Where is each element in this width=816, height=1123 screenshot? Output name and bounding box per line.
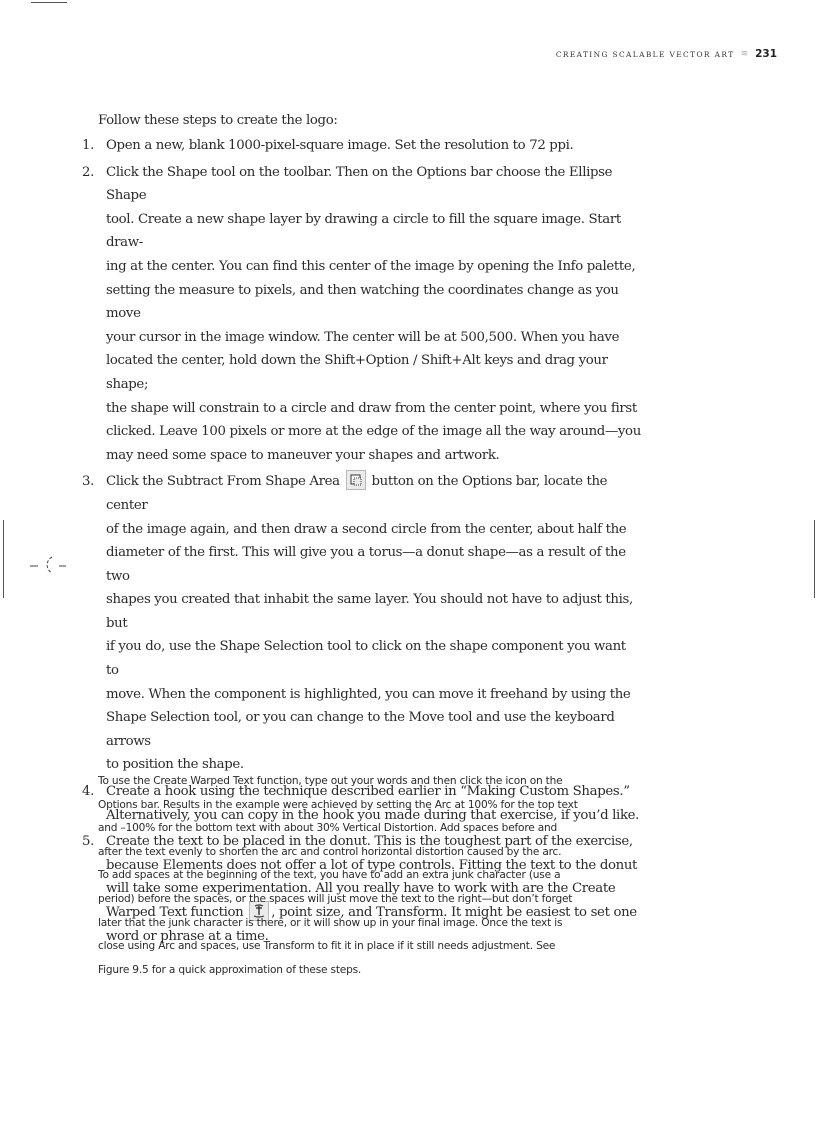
- step-line: move. When the component is highlighted, you can move it freehand by using the: [106, 686, 631, 702]
- note-line: period) before the spaces, or the spaces will just move the text to the right—but don’t forget: [98, 892, 573, 905]
- step-line: located the center, hold down the Shift+Option / Shift+Alt keys and drag your shape;: [106, 353, 608, 392]
- step-line: shapes you created that inhabit the same layer. You should not have to adjust this, but: [106, 592, 633, 631]
- crop-mark-left: [3, 520, 4, 598]
- step-1: [82, 134, 642, 158]
- note-line: after the text evenly to shorten the arc and control horizontal distortion caused by the arc.: [98, 845, 562, 858]
- step-3: [82, 470, 642, 777]
- step-line: will take some experimentation. All you really have to work with are the Create: [106, 881, 616, 897]
- intro-text: Follow these steps to create the logo:: [98, 113, 338, 128]
- step-line: Click the Subtract From Shape Area: [106, 474, 340, 490]
- note-line: and –100% for the bottom text with about 30% Vertical Distortion. Add spaces before and: [98, 822, 558, 835]
- step-line: the shape will constrain to a circle and draw from the center point, where you first: [106, 400, 637, 416]
- step-line: , point size, and Transform. It might be easiest to set one: [271, 905, 637, 920]
- header-separator: ≋: [740, 49, 749, 59]
- step-line: of the image again, and then draw a second circle from the center, about half the: [106, 521, 627, 537]
- step-line: Open a new, blank 1000-pixel-square image. Set the resolution to 72 ppi.: [106, 138, 574, 153]
- note-line: To use the Create Warped Text function, type out your words and then click the icon on the: [98, 775, 563, 787]
- note-line: To add spaces at the beginning of the text, you have to add an extra junk character (use a: [98, 869, 561, 882]
- note-line: Figure 9.5 for a quick approximation of these steps.: [98, 963, 362, 976]
- subtract-shape-icon: [346, 470, 366, 490]
- step-line: to position the shape.: [106, 757, 244, 773]
- step-line: setting the measure to pixels, and then watching the coordinates change as you move: [106, 282, 619, 322]
- step-line: diameter of the first. This will give you a torus—a donut shape—as a result of the two: [106, 545, 626, 584]
- step-line: button on the Options bar, locate the center: [106, 474, 608, 513]
- step-line: may need some space to maneuver your shapes and artwork.: [106, 447, 500, 463]
- page-number: 231: [755, 48, 777, 60]
- step-line: Create a hook using the technique described earlier in “Making Custom Shapes.”: [106, 784, 630, 800]
- running-title: CREATING SCALABLE VECTOR ART: [555, 49, 735, 59]
- step-line: Click the Shape tool on the toolbar. Then on the Options bar choose the Ellipse Shape: [106, 164, 613, 204]
- running-header: [556, 48, 777, 60]
- step-2: [82, 161, 642, 468]
- step-line: Warped Text function: [106, 905, 244, 920]
- note-line: later that the junk character is there, or it will show up in your final image. Once the text is: [98, 916, 563, 929]
- step-line: Shape Selection tool, or you can change to the Move tool and use the keyboard arrows: [106, 710, 615, 749]
- step-line: clicked. Leave 100 pixels or more at the edge of the image all the way around—you: [106, 424, 641, 440]
- step-line: word or phrase at a time.: [106, 928, 269, 944]
- sidebar-note: [98, 770, 618, 982]
- step-number: 4.: [82, 784, 94, 800]
- step-line: if you do, use the Shape Selection tool to click on the shape component you want to: [106, 639, 626, 679]
- step-line: tool. Create a new shape layer by drawing a circle to fill the square image. Start draw-: [106, 211, 621, 251]
- note-line: Options bar. Results in the example were achieved by setting the Arc at 100% for the top text: [98, 798, 578, 811]
- step-line: because Elements does not offer a lot of type controls. Fitting the text to the donut: [106, 857, 638, 873]
- step-line: your cursor in the image window. The center will be at 500,500. When you have: [106, 329, 620, 345]
- crop-mark-right: [814, 520, 815, 598]
- step-number: 2.: [82, 164, 94, 180]
- note-line: close using Arc and spaces, use Transform to fit it in place if it still needs adjustment. See: [98, 940, 556, 953]
- step-number: 5.: [82, 834, 94, 850]
- step-line: Alternatively, you can copy in the hook you made during that exercise, if you’d like.: [106, 807, 640, 823]
- step-number: 3.: [82, 474, 94, 490]
- step-number: 1.: [82, 138, 94, 153]
- step-line: Create the text to be placed in the donut. This is the toughest part of the exercise,: [106, 834, 633, 850]
- registration-mark: [28, 553, 70, 575]
- step-line: ing at the center. You can find this center of the image by opening the Info palette,: [106, 258, 636, 274]
- crop-mark-top: [31, 2, 67, 3]
